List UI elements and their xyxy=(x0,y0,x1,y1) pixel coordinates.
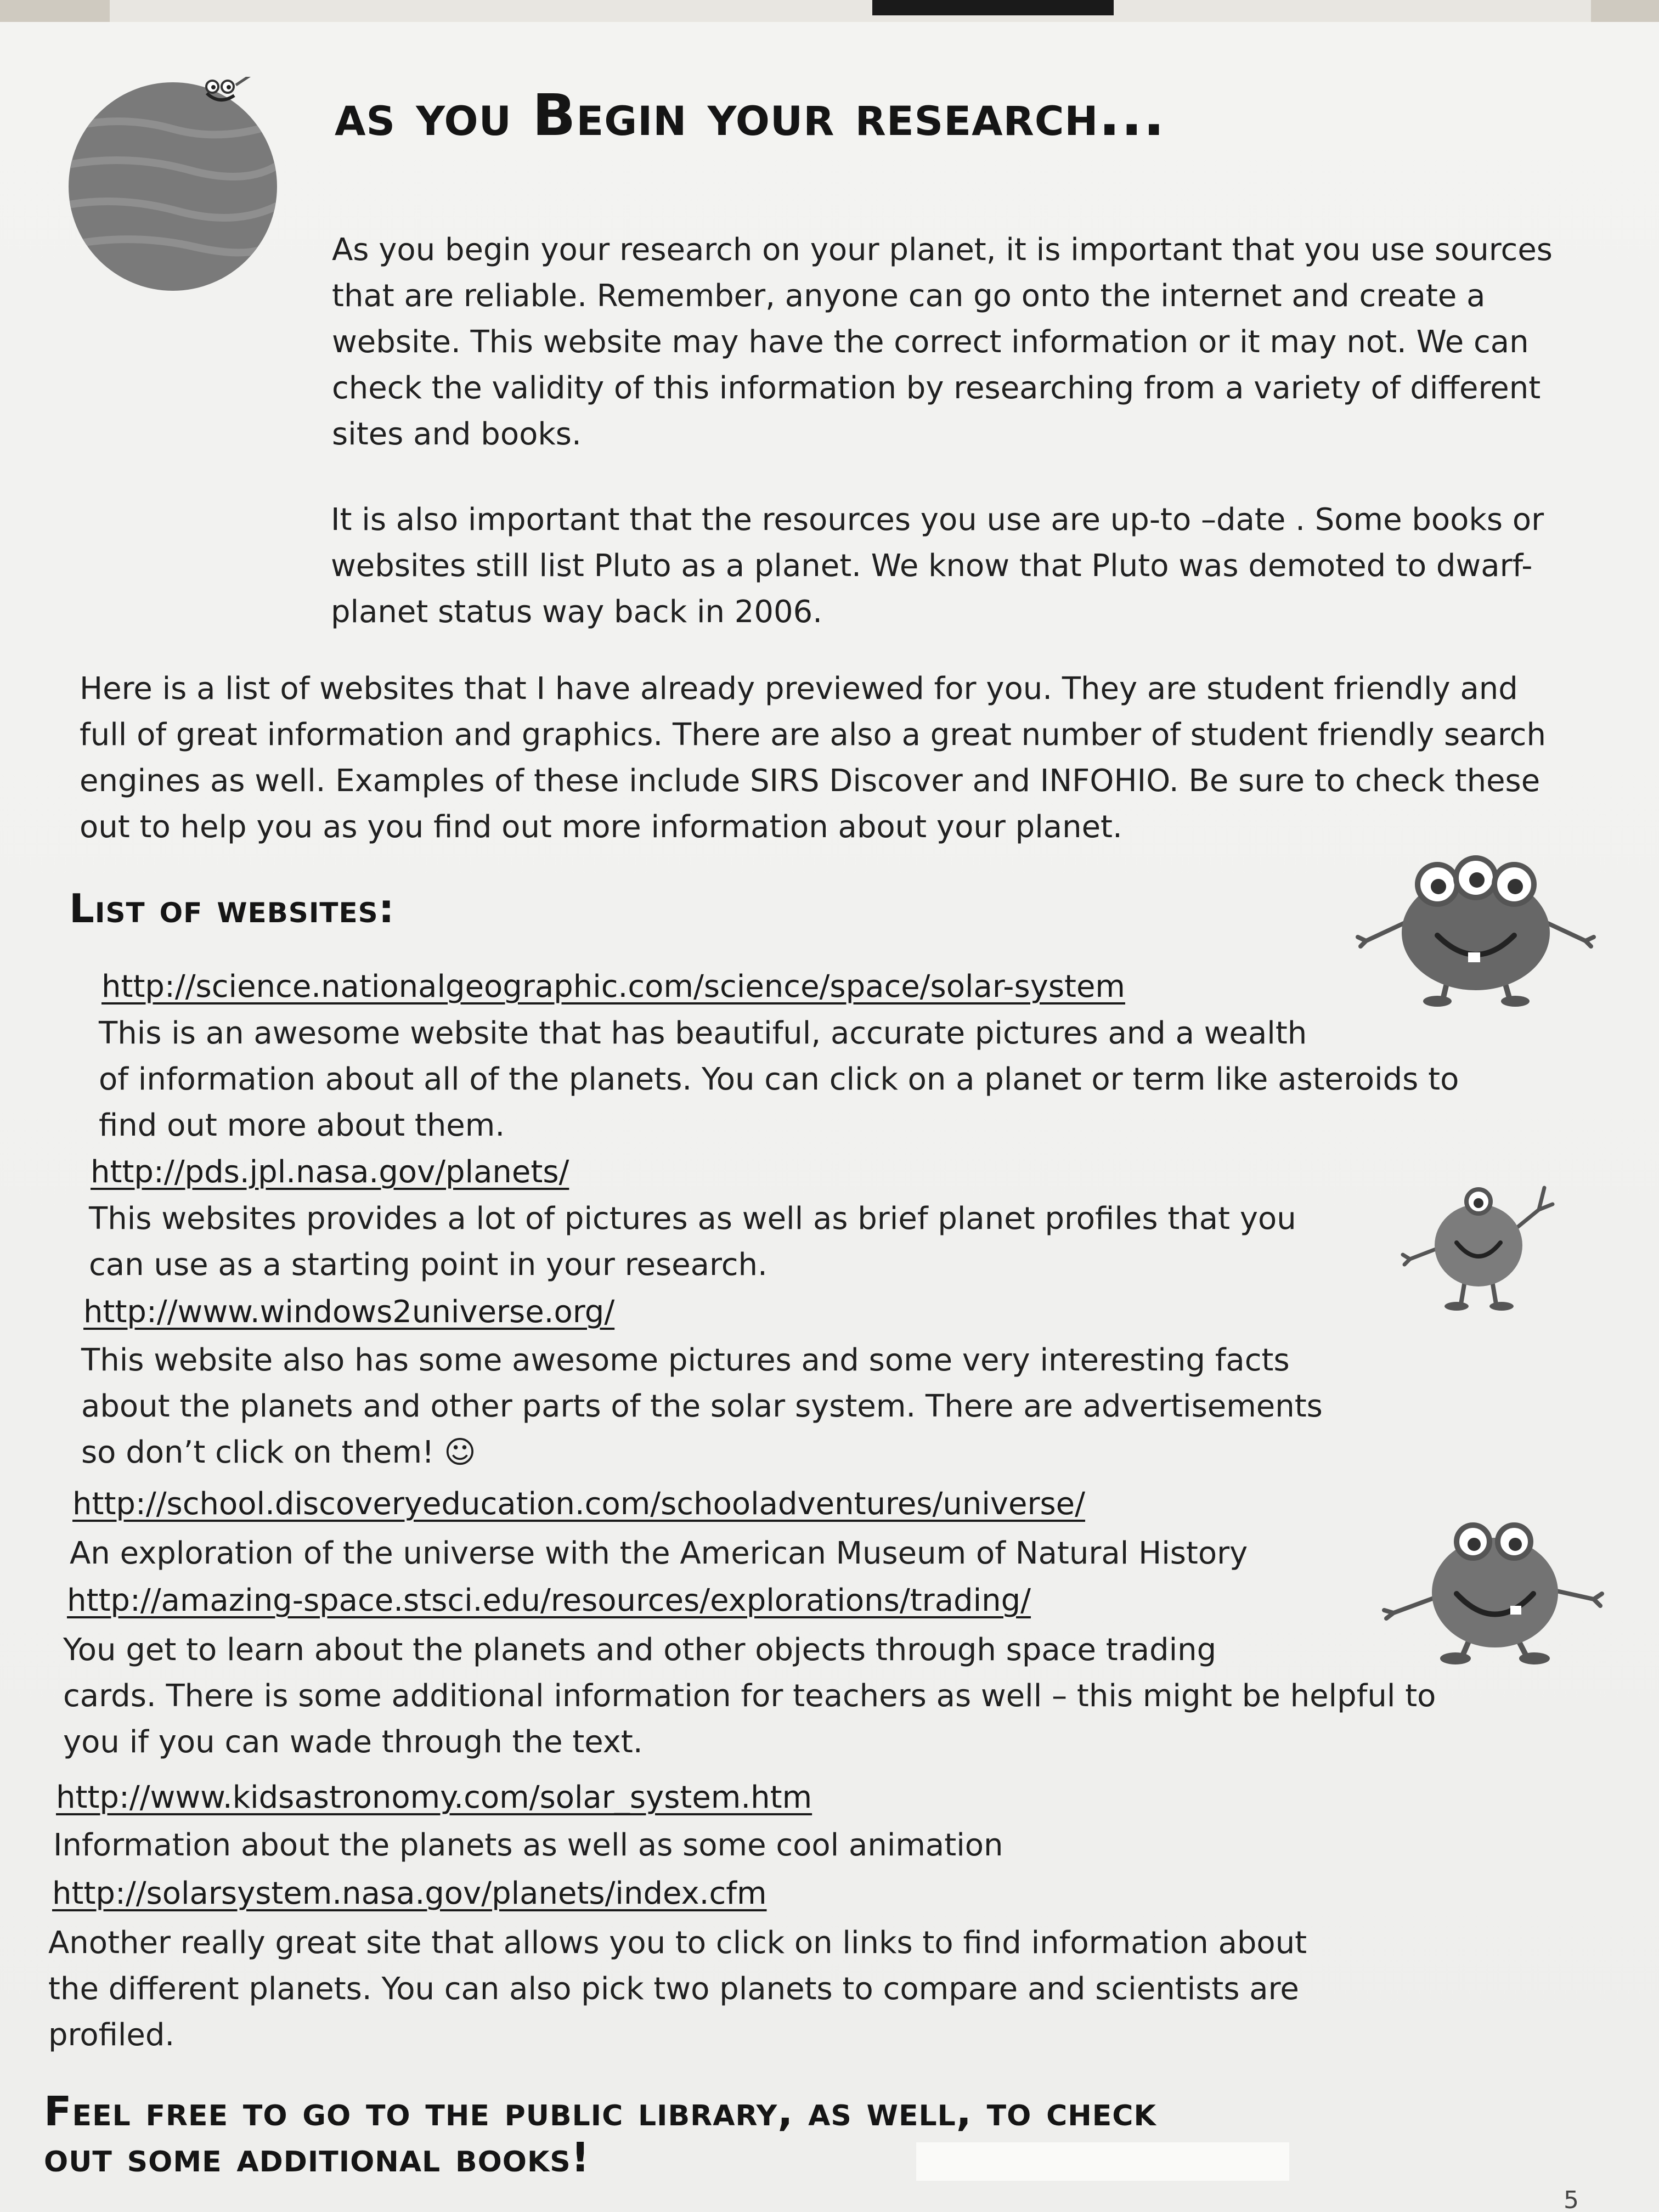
description-line: about the planets and other parts of the solar system. There are advertisements xyxy=(81,1389,1323,1424)
paragraph-line: website. This website may have the correct information or it may not. We can xyxy=(332,324,1529,360)
website-link[interactable]: http://solarsystem.nasa.gov/planets/index.cfm xyxy=(52,1876,767,1911)
description-line: you if you can wade through the text. xyxy=(63,1724,643,1760)
description-line: cards. There is some additional information for teachers as well – this might be helpful to xyxy=(63,1678,1436,1714)
paragraph-line: engines as well. Examples of these include SIRS Discover and INFOHIO. Be sure to check these xyxy=(80,763,1541,799)
website-entry-3 xyxy=(83,1289,614,1335)
description-line: can use as a starting point in your research. xyxy=(89,1247,768,1283)
description-line: This websites provides a lot of pictures as well as brief planet profiles that you xyxy=(89,1201,1296,1237)
description-line: Information about the planets as well as some cool animation xyxy=(53,1827,1003,1863)
planet-icon xyxy=(63,77,283,291)
website-link[interactable]: http://science.nationalgeographic.com/science/space/solar-system xyxy=(101,969,1125,1005)
description-line: the different planets. You can also pick two planets to compare and scientists are xyxy=(48,1971,1299,2007)
website-entry-4 xyxy=(72,1481,1085,1527)
website-entry-6 xyxy=(56,1775,812,1821)
website-description-1 xyxy=(99,1011,1459,1149)
paragraph-line: Here is a list of websites that I have already previewed for you. They are student friendly and xyxy=(80,671,1518,707)
description-line: of information about all of the planets. You can click on a planet or term like asteroids to xyxy=(99,1062,1459,1097)
website-link[interactable]: http://www.windows2universe.org/ xyxy=(83,1294,615,1330)
paragraph-line: out to help you as you find out more information about your planet. xyxy=(80,809,1122,845)
paragraph-line: that are reliable. Remember, anyone can go onto the internet and create a xyxy=(332,278,1486,314)
paragraph-line: websites still list Pluto as a planet. We know that Pluto was demoted to dwarf- xyxy=(331,548,1533,584)
paragraph-line: As you begin your research on your planet, it is important that you use sources xyxy=(332,232,1553,268)
description-line: This is an awesome website that has beautiful, accurate pictures and a wealth xyxy=(99,1015,1307,1051)
two-eyed-monster-icon xyxy=(1380,1511,1610,1671)
page-number: 5 xyxy=(1564,2186,1579,2212)
intro-paragraph-1 xyxy=(332,227,1553,458)
website-entry-7 xyxy=(52,1871,767,1917)
description-line: so don’t click on them! ☺ xyxy=(81,1435,476,1470)
description-line: An exploration of the universe with the American Museum of Natural History xyxy=(70,1536,1248,1571)
paragraph-line: planet status way back in 2006. xyxy=(331,594,823,630)
website-description-3 xyxy=(81,1338,1323,1476)
websites-heading: List of websites: xyxy=(69,885,395,932)
website-entry-1 xyxy=(101,964,1125,1010)
website-description-7 xyxy=(48,1920,1307,2058)
three-eyed-monster-icon xyxy=(1355,845,1596,1009)
description-line: This website also has some awesome pictures and some very interesting facts xyxy=(81,1342,1290,1378)
website-link[interactable]: http://www.kidsastronomy.com/solar_system.htm xyxy=(56,1780,812,1815)
page-title: as you Begin your research... xyxy=(335,82,1166,149)
description-line: find out more about them. xyxy=(99,1108,505,1143)
paragraph-line: sites and books. xyxy=(332,416,582,452)
paragraph-line: It is also important that the resources you use are up-to –date . Some books or xyxy=(331,502,1544,538)
website-description-5 xyxy=(63,1627,1436,1765)
paragraph-line: check the validity of this information by researching from a variety of different xyxy=(332,370,1541,406)
binder-clip xyxy=(872,0,1114,15)
description-line: Another really great site that allows you to click on links to find information about xyxy=(48,1925,1307,1961)
website-description-6 xyxy=(53,1822,1003,1869)
website-link[interactable]: http://amazing-space.stsci.edu/resources/explorations/trading/ xyxy=(67,1583,1031,1618)
description-line: You get to learn about the planets and other objects through space trading xyxy=(63,1632,1217,1668)
description-line: profiled. xyxy=(48,2017,175,2053)
website-link[interactable]: http://school.discoveryeducation.com/schooladventures/universe/ xyxy=(72,1486,1086,1522)
website-description-2 xyxy=(89,1196,1296,1288)
one-eyed-monster-icon xyxy=(1396,1177,1561,1319)
paper-smudge xyxy=(916,2142,1289,2181)
closing-line-1: Feel free to go to the public library, as well, to check xyxy=(44,2088,1156,2135)
intro-paragraph-2 xyxy=(331,497,1544,635)
intro-paragraph-3 xyxy=(80,666,1546,850)
website-entry-5 xyxy=(67,1578,1031,1624)
website-link[interactable]: http://pds.jpl.nasa.gov/planets/ xyxy=(91,1154,569,1190)
paragraph-line: full of great information and graphics. There are also a great number of student friendly search xyxy=(80,717,1546,753)
closing-line-2: out some additional books! xyxy=(44,2134,590,2181)
website-entry-2 xyxy=(91,1149,569,1195)
website-description-4 xyxy=(70,1531,1248,1577)
